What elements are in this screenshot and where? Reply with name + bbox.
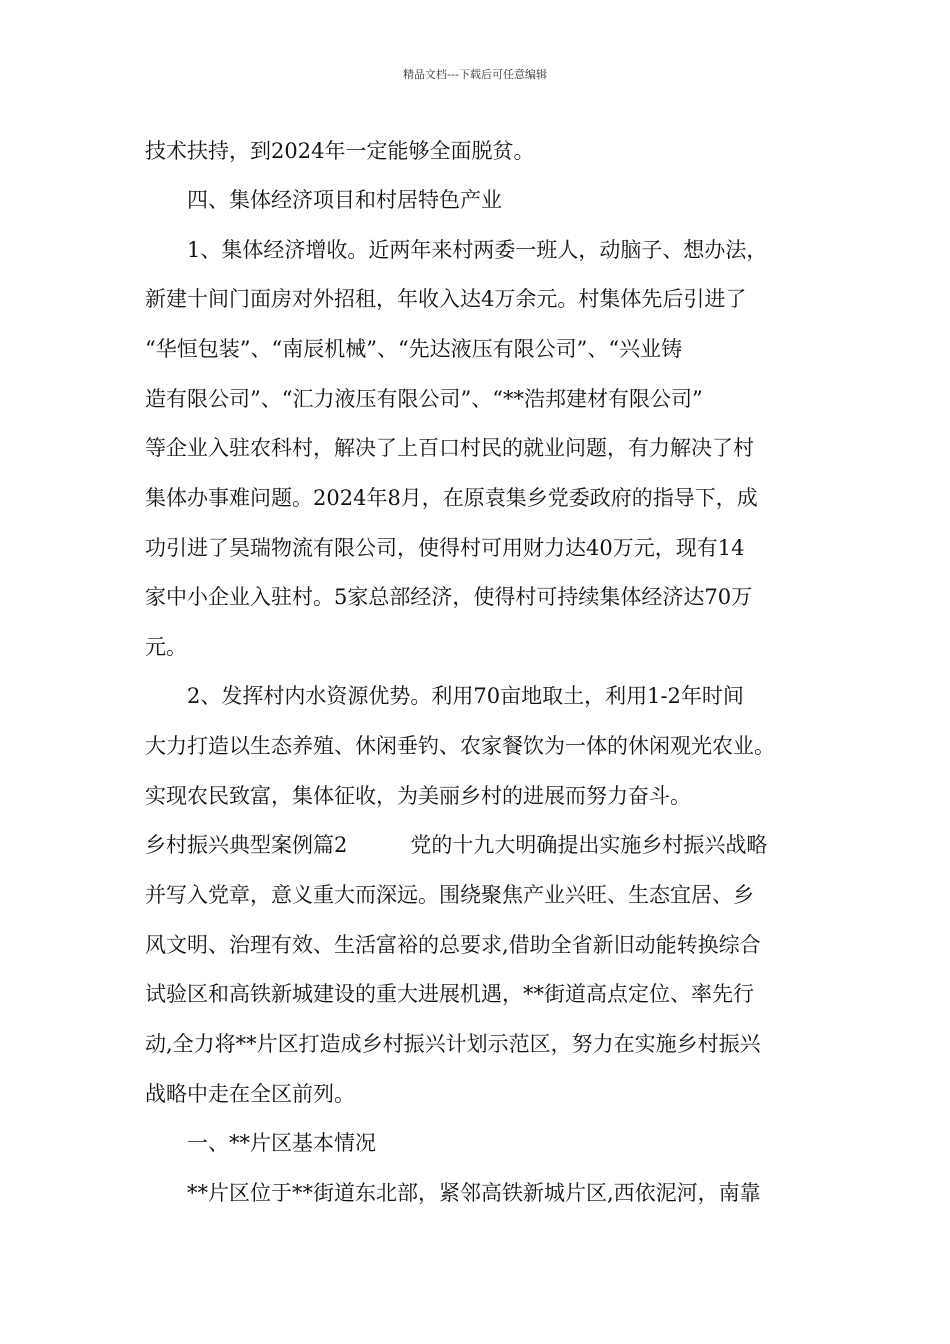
page-header: 精品文档---下载后可任意编辑 (403, 68, 547, 81)
section-heading: 四、集体经济项目和村居特色产业 (187, 188, 502, 212)
text-line: 功引进了昊瑞物流有限公司，使得村可用财力达40万元，现有14 (145, 536, 745, 560)
case-title-line: 乡村振兴典型案例篇2 党的十九大明确提出实施乡村振兴战略 (145, 833, 768, 857)
text-line: 2、发挥村内水资源优势。利用70亩地取土，利用1-2年时间 (187, 684, 744, 708)
text-line: 试验区和高铁新城建设的重大进展机遇，**街道高点定位、率先行 (145, 982, 754, 1006)
text-line: 动,全力将**片区打造成乡村振兴计划示范区，努力在实施乡村振兴 (145, 1032, 761, 1056)
text-line: 技术扶持，到2024年一定能够全面脱贫。 (145, 139, 535, 163)
section-heading: 一、**片区基本情况 (187, 1131, 376, 1155)
text-line: 实现农民致富，集体征收，为美丽乡村的进展而努力奋斗。 (145, 784, 691, 808)
text-line: 风文明、治理有效、生活富裕的总要求,借助全省新旧动能转换综合 (145, 933, 761, 957)
text-line: 1、集体经济增收。近两年来村两委一班人，动脑子、想办法， (187, 238, 768, 262)
text-line: **片区位于**街道东北部，紧邻高铁新城片区,西依泥河，南靠 (187, 1181, 761, 1205)
text-line: 大力打造以生态养殖、休闲垂钓、农家餐饮为一体的休闲观光农业。 (145, 734, 775, 758)
text-line: 新建十间门面房对外招租，年收入达4万余元。村集体先后引进了 (145, 287, 747, 311)
text-line: “华恒包装”、“南辰机械”、“先达液压有限公司”、“兴业铸 (145, 337, 683, 361)
text-line: 战略中走在全区前列。 (145, 1082, 355, 1106)
text-line: 家中小企业入驻村。5家总部经济，使得村可持续集体经济达70万 (145, 585, 753, 609)
text-line: 并写入党章，意义重大而深远。围绕聚焦产业兴旺、生态宜居、乡 (145, 883, 754, 907)
text-line: 造有限公司”、“汇力液压有限公司”、“**浩邦建材有限公司” (145, 387, 703, 411)
text-line: 元。 (145, 635, 187, 659)
text-line: 集体办事难问题。2024年8月，在原袁集乡党委政府的指导下，成 (145, 486, 758, 510)
text-line: 等企业入驻农科村，解决了上百口村民的就业问题，有力解决了村 (145, 436, 754, 460)
